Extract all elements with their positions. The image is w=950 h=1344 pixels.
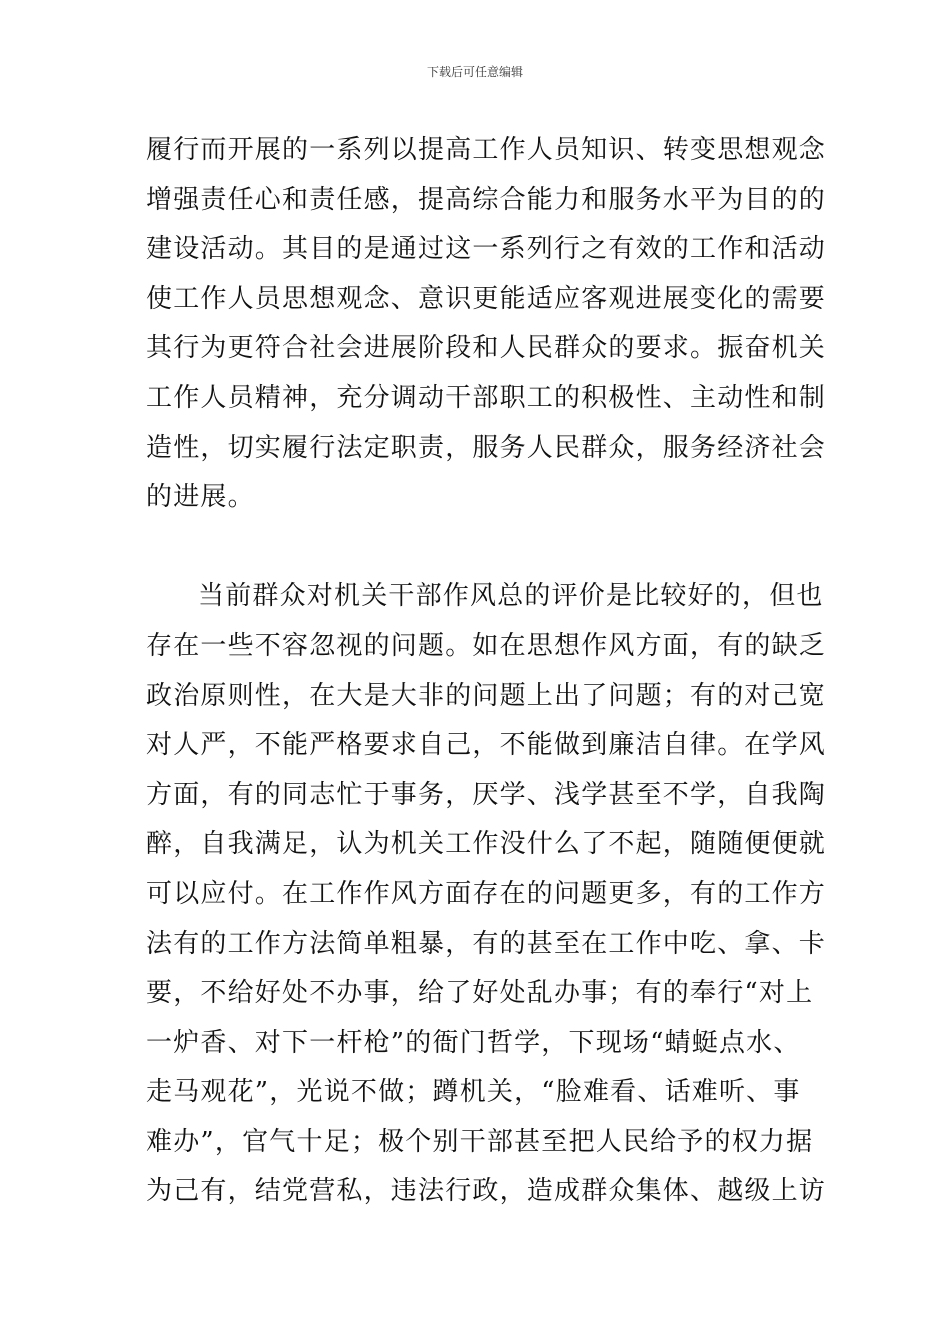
text-line: 醉，自我满足，认为机关工作没什么了不起，随随便便就 xyxy=(146,829,827,860)
text-line: 的进展。 xyxy=(146,482,255,513)
text-line: 建设活动。其目的是通过这一系列行之有效的工作和活动 xyxy=(146,234,827,265)
text-line: 其行为更符合社会进展阶段和人民群众的要求。振奋机关 xyxy=(146,333,827,364)
paragraph-1 xyxy=(146,126,827,523)
text-line: 可以应付。在工作作风方面存在的问题更多，有的工作方 xyxy=(146,878,827,909)
text-line: 履行而开展的一系列以提高工作人员知识、转变思想观念 xyxy=(146,135,827,165)
text-line: 工作人员精神，充分调动干部职工的积极性、主动性和制 xyxy=(146,382,827,413)
text-line: 方面，有的同志忙于事务，厌学、浅学甚至不学，自我陶 xyxy=(146,779,827,810)
text-line: 对人严，不能严格要求自己，不能做到廉洁自律。在学风 xyxy=(146,730,827,761)
text-line: 当前群众对机关干部作风总的评价是比较好的，但也 xyxy=(198,581,824,612)
text-line: 为己有，结党营私，违法行政，造成群众集体、越级上访 xyxy=(146,1176,827,1207)
text-line: 存在一些不容忽视的问题。如在思想作风方面，有的缺乏 xyxy=(146,630,827,661)
page-header: 下载后可任意编辑 xyxy=(426,65,523,79)
text-line: 增强责任心和责任感，提高综合能力和服务水平为目的的 xyxy=(146,184,827,215)
text-line: 法有的工作方法简单粗暴，有的甚至在工作中吃、拿、卡 xyxy=(146,928,827,959)
text-line: 要，不给好处不办事，给了好处乱办事；有的奉行“对上 xyxy=(146,978,814,1009)
text-line: 使工作人员思想观念、意识更能适应客观进展变化的需要 xyxy=(146,283,827,314)
text-line: 走马观花”，光说不做；蹲机关，“脸难看、话难听、事 xyxy=(146,1077,801,1108)
text-line: 造性，切实履行法定职责，服务人民群众，服务经济社会 xyxy=(146,432,827,463)
text-line: 政治原则性，在大是大非的问题上出了问题；有的对己宽 xyxy=(146,680,827,711)
document-body xyxy=(146,126,827,1217)
text-line: 难办”，官气十足；极个别干部甚至把人民给予的权力据 xyxy=(146,1126,814,1157)
paragraph-spacer xyxy=(146,523,810,573)
text-line: 一炉香、对下一杆枪”的衙门哲学，下现场“蜻蜓点水、 xyxy=(146,1027,801,1058)
paragraph-2 xyxy=(146,572,827,1217)
